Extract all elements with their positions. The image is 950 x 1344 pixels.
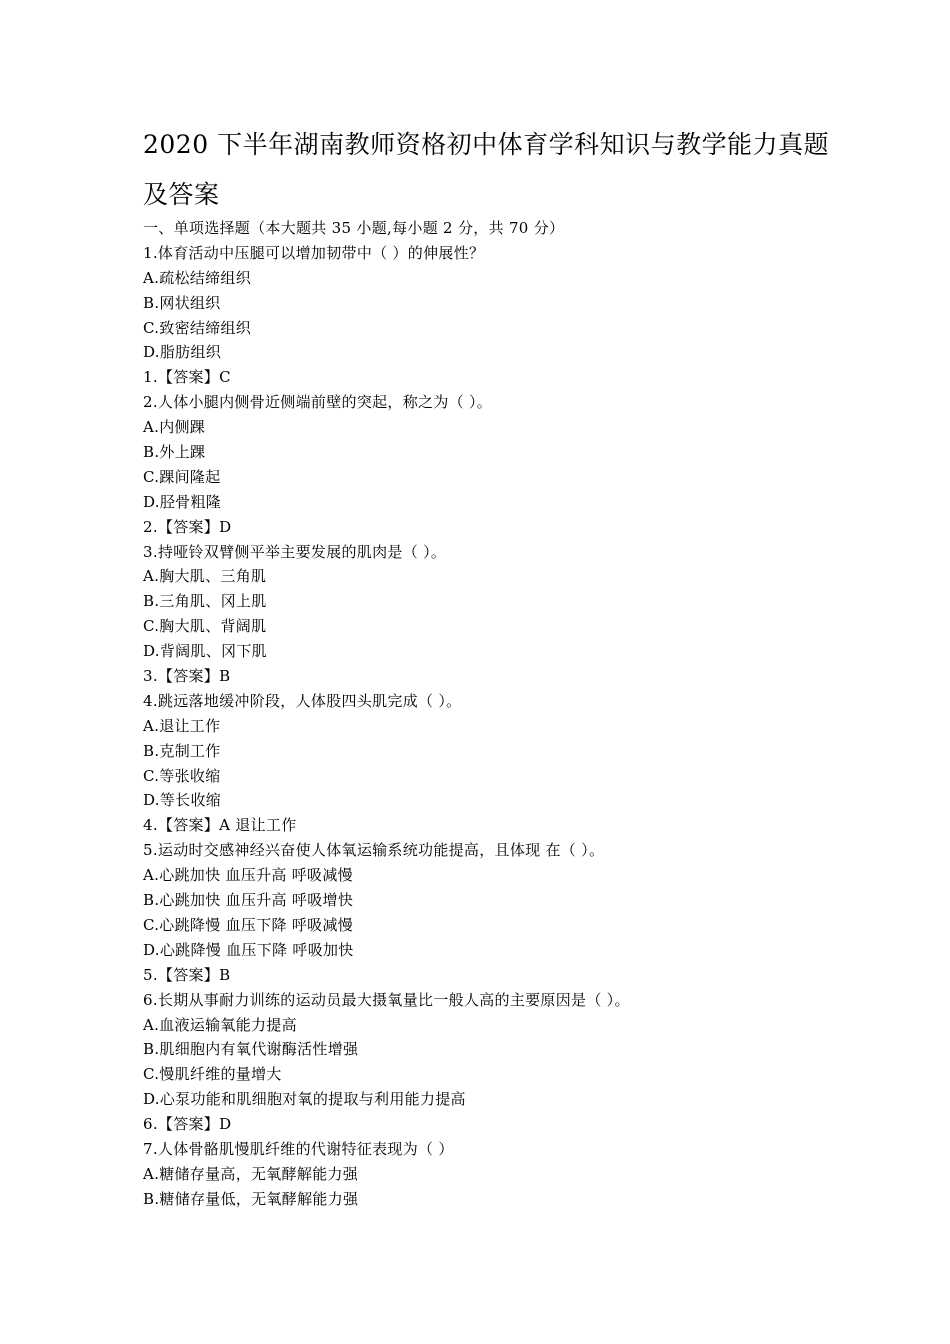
text-line: A.疏松结缔组织: [143, 268, 252, 287]
text-line: A.内侧踝: [143, 418, 206, 437]
text-line: B.肌细胞内有氧代谢酶活性增强: [143, 1040, 359, 1059]
text-line: C.等张收缩: [143, 766, 221, 785]
question-list: [143, 216, 863, 1212]
text-line: B.网状组织: [143, 293, 221, 312]
answer-line: 5.【答案】B: [143, 965, 231, 984]
text-line: D.脂肪组织: [143, 343, 222, 362]
text-line: B.三角肌、冈上肌: [143, 592, 267, 611]
answer-line: 6.【答案】D: [143, 1115, 232, 1134]
text-line: B.糖储存量低，无氧酵解能力强: [143, 1189, 359, 1208]
text-line: C.踝间隆起: [143, 467, 221, 486]
text-line: 1.体育活动中压腿可以增加韧带中（ ）的伸展性？: [143, 243, 485, 262]
text-line: C.心跳降慢 血压下降 呼吸减慢: [143, 915, 354, 934]
text-line: D.等长收缩: [143, 791, 222, 810]
text-line: D.心泵功能和肌细胞对氧的提取与利用能力提高: [143, 1090, 466, 1109]
text-line: B.克制工作: [143, 741, 221, 760]
text-line: 3.持哑铃双臂侧平举主要发展的肌肉是（ ）。: [143, 542, 447, 561]
answer-line: 1.【答案】C: [143, 368, 231, 387]
text-line: 7.人体骨骼肌慢肌纤维的代谢特征表现为（ ）: [143, 1139, 454, 1158]
text-line: 6.长期从事耐力训练的运动员最大摄氧量比一般人高的主要原因是（ ）。: [143, 990, 630, 1009]
text-line: D.背阔肌、冈下肌: [143, 642, 267, 661]
answer-line: 2.【答案】D: [143, 517, 232, 536]
section-heading: 一、单项选择题（本大题共 35 小题,每小题 2 分，共 70 分）: [143, 219, 565, 237]
text-line: C.致密结缔组织: [143, 318, 252, 337]
text-line: A.心跳加快 血压升高 呼吸减慢: [143, 866, 353, 885]
text-line: D.心跳降慢 血压下降 呼吸加快: [143, 940, 354, 959]
text-line: D.胫骨粗隆: [143, 492, 222, 511]
text-line: C.胸大肌、背阔肌: [143, 617, 267, 636]
text-line: B.外上踝: [143, 443, 206, 462]
text-line: A.退让工作: [143, 716, 221, 735]
answer-line: 4.【答案】A 退让工作: [143, 816, 297, 835]
text-line: A.糖储存量高，无氧酵解能力强: [143, 1164, 359, 1183]
text-line: 4.跳远落地缓冲阶段，人体股四头肌完成（ ）。: [143, 691, 462, 710]
text-line: 2.人体小腿内侧骨近侧端前壁的突起，称之为（ ）。: [143, 393, 493, 412]
text-line: B.心跳加快 血压升高 呼吸增快: [143, 891, 354, 910]
text-line: 5.运动时交感神经兴奋使人体氧运输系统功能提高，且体现 在（ ）。: [143, 841, 605, 860]
text-line: A.血液运输氧能力提高: [143, 1015, 297, 1034]
document-title: 2020 下半年湖南教师资格初中体育学科知识与教学能力真题及答案: [143, 130, 830, 209]
text-line: A.胸大肌、三角肌: [143, 567, 267, 586]
text-line: C.慢肌纤维的量增大: [143, 1065, 282, 1084]
answer-line: 3.【答案】B: [143, 667, 231, 686]
